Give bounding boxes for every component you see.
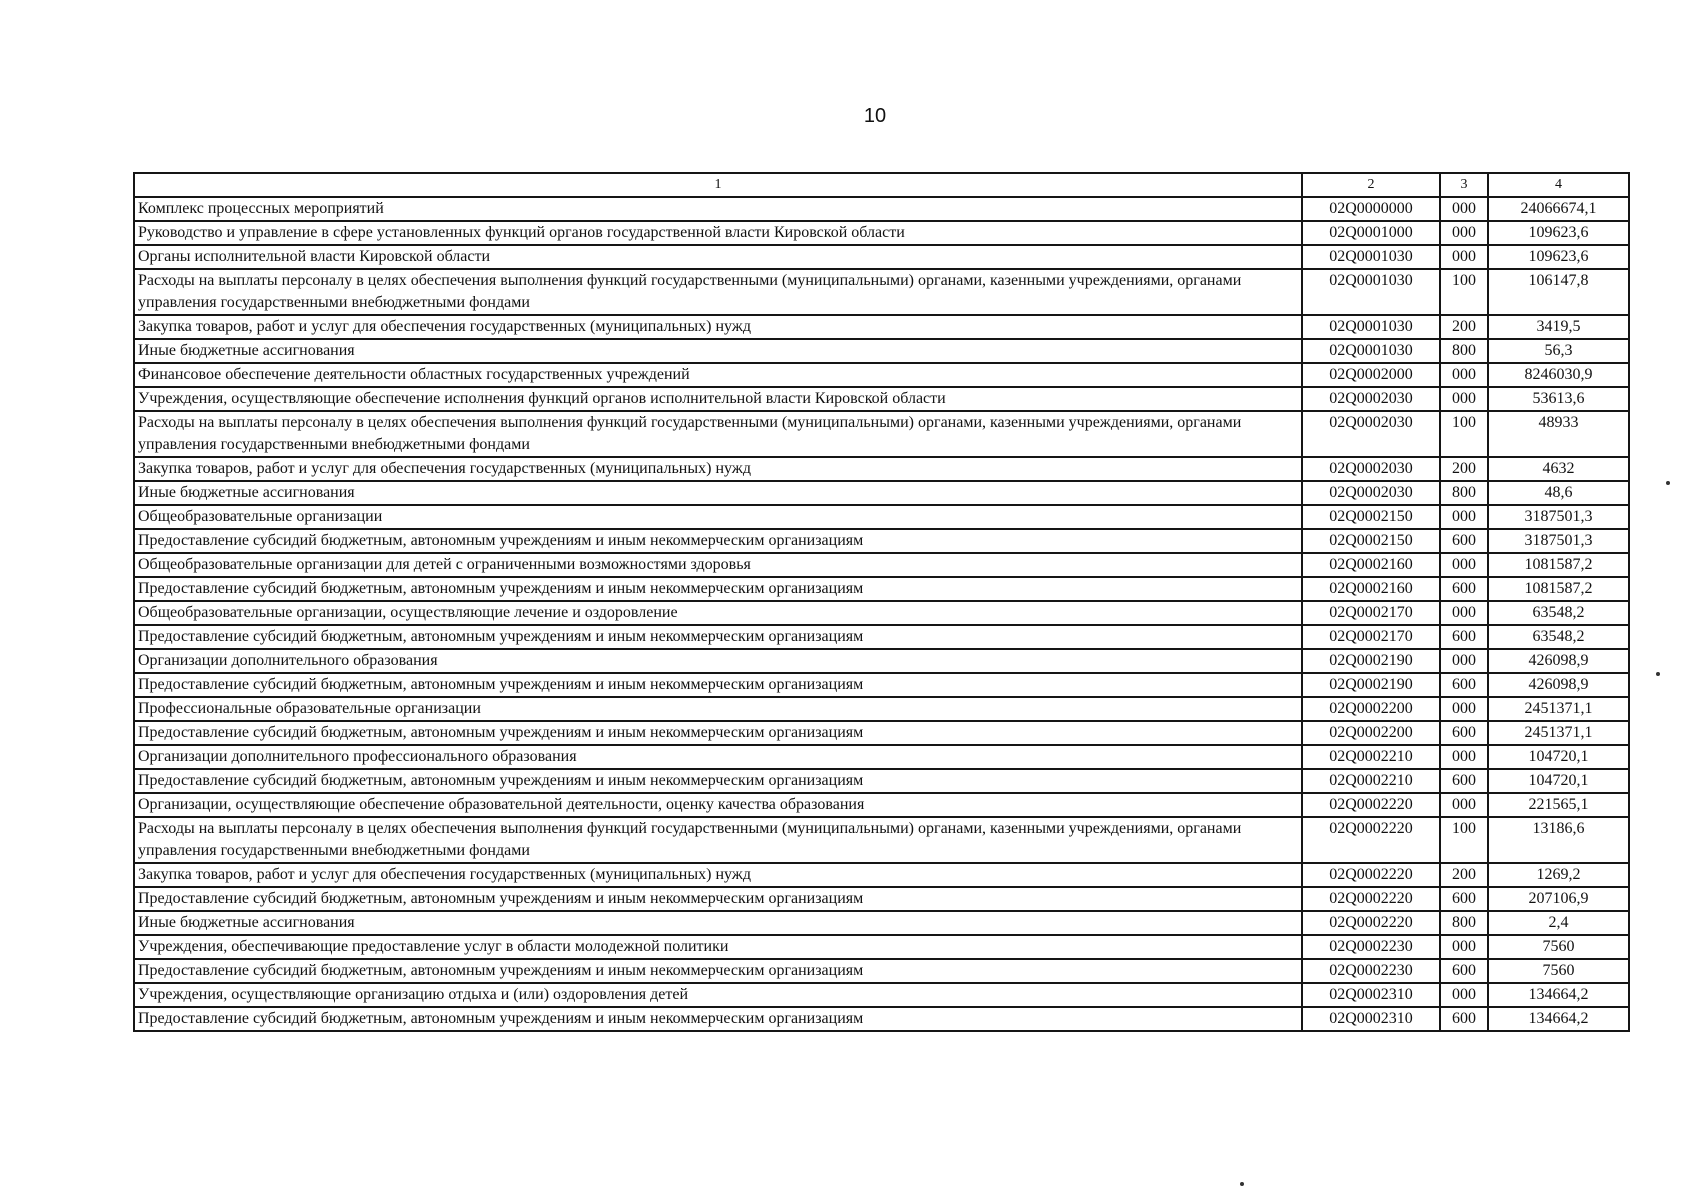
row-sum-cell: 3419,5 (1488, 315, 1629, 339)
row-code-cell: 02Q0002030 (1302, 411, 1440, 457)
header-col-3: 3 (1440, 173, 1488, 197)
row-type-cell: 600 (1440, 625, 1488, 649)
row-code-cell: 02Q0001030 (1302, 245, 1440, 269)
table-row (134, 745, 1629, 769)
row-name-cell: Органы исполнительной власти Кировской области (134, 245, 1302, 269)
row-name-cell: Организации, осуществляющие обеспечение образовательной деятельности, оценку качества образования (134, 793, 1302, 817)
row-code-cell: 02Q0002210 (1302, 769, 1440, 793)
row-name-cell: Предоставление субсидий бюджетным, автономным учреждениям и иным некоммерческим организациям (134, 959, 1302, 983)
row-type-cell: 200 (1440, 457, 1488, 481)
row-name-cell: Иные бюджетные ассигнования (134, 339, 1302, 363)
row-type-cell: 600 (1440, 721, 1488, 745)
row-code-cell: 02Q0000000 (1302, 197, 1440, 221)
row-code-cell: 02Q0002310 (1302, 1007, 1440, 1031)
row-type-cell: 800 (1440, 339, 1488, 363)
header-col-4: 4 (1488, 173, 1629, 197)
row-sum-cell: 48933 (1488, 411, 1629, 457)
table-row (134, 269, 1629, 315)
table-row (134, 983, 1629, 1007)
row-type-cell: 600 (1440, 887, 1488, 911)
table-row (134, 697, 1629, 721)
row-name-cell: Предоставление субсидий бюджетным, автономным учреждениям и иным некоммерческим организациям (134, 529, 1302, 553)
row-code-cell: 02Q0002030 (1302, 387, 1440, 411)
row-code-cell: 02Q0002190 (1302, 649, 1440, 673)
row-type-cell: 000 (1440, 505, 1488, 529)
row-sum-cell: 8246030,9 (1488, 363, 1629, 387)
table-row (134, 505, 1629, 529)
row-sum-cell: 207106,9 (1488, 887, 1629, 911)
row-code-cell: 02Q0002170 (1302, 601, 1440, 625)
table-row (134, 935, 1629, 959)
row-name-cell: Профессиональные образовательные организации (134, 697, 1302, 721)
row-sum-cell: 3187501,3 (1488, 505, 1629, 529)
row-type-cell: 000 (1440, 745, 1488, 769)
row-name-cell: Организации дополнительного профессионального образования (134, 745, 1302, 769)
table-row (134, 887, 1629, 911)
row-code-cell: 02Q0002220 (1302, 863, 1440, 887)
table-row (134, 315, 1629, 339)
table-header-row (134, 173, 1629, 197)
row-type-cell: 100 (1440, 269, 1488, 315)
table-row (134, 363, 1629, 387)
row-type-cell: 000 (1440, 697, 1488, 721)
table-row (134, 457, 1629, 481)
table-row (134, 339, 1629, 363)
row-sum-cell: 48,6 (1488, 481, 1629, 505)
table-row (134, 245, 1629, 269)
row-type-cell: 100 (1440, 817, 1488, 863)
row-sum-cell: 134664,2 (1488, 983, 1629, 1007)
header-col-2: 2 (1302, 173, 1440, 197)
row-sum-cell: 221565,1 (1488, 793, 1629, 817)
row-code-cell: 02Q0001030 (1302, 269, 1440, 315)
row-code-cell: 02Q0002210 (1302, 745, 1440, 769)
row-sum-cell: 53613,6 (1488, 387, 1629, 411)
row-name-cell: Руководство и управление в сфере установленных функций органов государственной власти Кировской области (134, 221, 1302, 245)
scan-dot-mark (1666, 481, 1670, 485)
row-sum-cell: 7560 (1488, 959, 1629, 983)
row-type-cell: 200 (1440, 315, 1488, 339)
row-code-cell: 02Q0002220 (1302, 887, 1440, 911)
row-type-cell: 000 (1440, 601, 1488, 625)
row-name-cell: Финансовое обеспечение деятельности областных государственных учреждений (134, 363, 1302, 387)
row-type-cell: 800 (1440, 481, 1488, 505)
row-code-cell: 02Q0002200 (1302, 697, 1440, 721)
row-code-cell: 02Q0002160 (1302, 577, 1440, 601)
row-code-cell: 02Q0002150 (1302, 529, 1440, 553)
row-type-cell: 000 (1440, 983, 1488, 1007)
table-row (134, 863, 1629, 887)
row-name-cell: Расходы на выплаты персоналу в целях обеспечения выполнения функций государственными (муниципальными) органами, казенными учреждениями, органами управления государственными внебюджетными фондами (134, 817, 1302, 863)
row-name-cell: Предоставление субсидий бюджетным, автономным учреждениям и иным некоммерческим организациям (134, 887, 1302, 911)
row-name-cell: Учреждения, осуществляющие обеспечение исполнения функций органов исполнительной власти Кировской области (134, 387, 1302, 411)
row-sum-cell: 2451371,1 (1488, 697, 1629, 721)
row-name-cell: Предоставление субсидий бюджетным, автономным учреждениям и иным некоммерческим организациям (134, 625, 1302, 649)
row-name-cell: Иные бюджетные ассигнования (134, 481, 1302, 505)
row-code-cell: 02Q0002220 (1302, 911, 1440, 935)
row-type-cell: 000 (1440, 793, 1488, 817)
row-type-cell: 600 (1440, 1007, 1488, 1031)
row-sum-cell: 1081587,2 (1488, 553, 1629, 577)
row-type-cell: 000 (1440, 197, 1488, 221)
row-type-cell: 600 (1440, 959, 1488, 983)
row-code-cell: 02Q0002220 (1302, 817, 1440, 863)
row-code-cell: 02Q0002220 (1302, 793, 1440, 817)
table-row (134, 601, 1629, 625)
row-name-cell: Закупка товаров, работ и услуг для обеспечения государственных (муниципальных) нужд (134, 863, 1302, 887)
row-sum-cell: 104720,1 (1488, 769, 1629, 793)
row-name-cell: Предоставление субсидий бюджетным, автономным учреждениям и иным некоммерческим организациям (134, 577, 1302, 601)
row-name-cell: Организации дополнительного образования (134, 649, 1302, 673)
row-name-cell: Расходы на выплаты персоналу в целях обеспечения выполнения функций государственными (муниципальными) органами, казенными учреждениями, органами управления государственными внебюджетными фондами (134, 269, 1302, 315)
row-sum-cell: 7560 (1488, 935, 1629, 959)
row-name-cell: Общеобразовательные организации (134, 505, 1302, 529)
table-row (134, 793, 1629, 817)
row-name-cell: Предоставление субсидий бюджетным, автономным учреждениям и иным некоммерческим организациям (134, 673, 1302, 697)
row-sum-cell: 24066674,1 (1488, 197, 1629, 221)
table-row (134, 769, 1629, 793)
row-code-cell: 02Q0002030 (1302, 481, 1440, 505)
row-sum-cell: 3187501,3 (1488, 529, 1629, 553)
row-type-cell: 000 (1440, 649, 1488, 673)
row-sum-cell: 56,3 (1488, 339, 1629, 363)
row-type-cell: 000 (1440, 387, 1488, 411)
row-code-cell: 02Q0002170 (1302, 625, 1440, 649)
row-code-cell: 02Q0002000 (1302, 363, 1440, 387)
table-row (134, 221, 1629, 245)
row-type-cell: 600 (1440, 769, 1488, 793)
table-row (134, 197, 1629, 221)
row-name-cell: Закупка товаров, работ и услуг для обеспечения государственных (муниципальных) нужд (134, 315, 1302, 339)
row-code-cell: 02Q0002310 (1302, 983, 1440, 1007)
table-row (134, 411, 1629, 457)
row-name-cell: Предоставление субсидий бюджетным, автономным учреждениям и иным некоммерческим организациям (134, 769, 1302, 793)
table-row (134, 911, 1629, 935)
row-sum-cell: 104720,1 (1488, 745, 1629, 769)
row-sum-cell: 63548,2 (1488, 601, 1629, 625)
row-type-cell: 800 (1440, 911, 1488, 935)
table-body (134, 197, 1629, 1031)
row-sum-cell: 109623,6 (1488, 245, 1629, 269)
row-code-cell: 02Q0002030 (1302, 457, 1440, 481)
row-sum-cell: 1081587,2 (1488, 577, 1629, 601)
row-type-cell: 600 (1440, 673, 1488, 697)
table-row (134, 1007, 1629, 1031)
row-code-cell: 02Q0002200 (1302, 721, 1440, 745)
row-name-cell: Общеобразовательные организации, осуществляющие лечение и оздоровление (134, 601, 1302, 625)
row-code-cell: 02Q0001000 (1302, 221, 1440, 245)
row-type-cell: 600 (1440, 529, 1488, 553)
row-type-cell: 000 (1440, 553, 1488, 577)
table-row (134, 387, 1629, 411)
row-sum-cell: 109623,6 (1488, 221, 1629, 245)
row-name-cell: Предоставление субсидий бюджетным, автономным учреждениям и иным некоммерческим организациям (134, 1007, 1302, 1031)
row-name-cell: Общеобразовательные организации для детей с ограниченными возможностями здоровья (134, 553, 1302, 577)
row-name-cell: Иные бюджетные ассигнования (134, 911, 1302, 935)
row-type-cell: 100 (1440, 411, 1488, 457)
row-code-cell: 02Q0002190 (1302, 673, 1440, 697)
row-name-cell: Предоставление субсидий бюджетным, автономным учреждениям и иным некоммерческим организациям (134, 721, 1302, 745)
table-row (134, 553, 1629, 577)
table-row (134, 481, 1629, 505)
row-name-cell: Учреждения, осуществляющие организацию отдыха и (или) оздоровления детей (134, 983, 1302, 1007)
row-type-cell: 200 (1440, 863, 1488, 887)
row-code-cell: 02Q0002230 (1302, 935, 1440, 959)
row-code-cell: 02Q0002160 (1302, 553, 1440, 577)
row-sum-cell: 2451371,1 (1488, 721, 1629, 745)
row-code-cell: 02Q0001030 (1302, 339, 1440, 363)
row-name-cell: Расходы на выплаты персоналу в целях обеспечения выполнения функций государственными (муниципальными) органами, казенными учреждениями, органами управления государственными внебюджетными фондами (134, 411, 1302, 457)
row-type-cell: 600 (1440, 577, 1488, 601)
row-sum-cell: 106147,8 (1488, 269, 1629, 315)
header-col-1: 1 (134, 173, 1302, 197)
row-name-cell: Учреждения, обеспечивающие предоставление услуг в области молодежной политики (134, 935, 1302, 959)
row-type-cell: 000 (1440, 363, 1488, 387)
table-row (134, 959, 1629, 983)
row-name-cell: Комплекс процессных мероприятий (134, 197, 1302, 221)
row-type-cell: 000 (1440, 221, 1488, 245)
row-type-cell: 000 (1440, 245, 1488, 269)
row-code-cell: 02Q0002150 (1302, 505, 1440, 529)
table-row (134, 721, 1629, 745)
table-row (134, 577, 1629, 601)
row-sum-cell: 134664,2 (1488, 1007, 1629, 1031)
scan-dot-mark (1656, 672, 1660, 676)
row-sum-cell: 1269,2 (1488, 863, 1629, 887)
row-type-cell: 000 (1440, 935, 1488, 959)
table-row (134, 649, 1629, 673)
row-sum-cell: 426098,9 (1488, 649, 1629, 673)
scan-dot-mark (1240, 1182, 1244, 1186)
budget-table (133, 172, 1630, 1032)
page-number: 10 (863, 105, 887, 127)
table-row (134, 625, 1629, 649)
row-sum-cell: 2,4 (1488, 911, 1629, 935)
row-sum-cell: 4632 (1488, 457, 1629, 481)
row-name-cell: Закупка товаров, работ и услуг для обеспечения государственных (муниципальных) нужд (134, 457, 1302, 481)
row-code-cell: 02Q0002230 (1302, 959, 1440, 983)
table-row (134, 817, 1629, 863)
table-row (134, 529, 1629, 553)
table-row (134, 673, 1629, 697)
row-sum-cell: 63548,2 (1488, 625, 1629, 649)
row-code-cell: 02Q0001030 (1302, 315, 1440, 339)
row-sum-cell: 13186,6 (1488, 817, 1629, 863)
row-sum-cell: 426098,9 (1488, 673, 1629, 697)
